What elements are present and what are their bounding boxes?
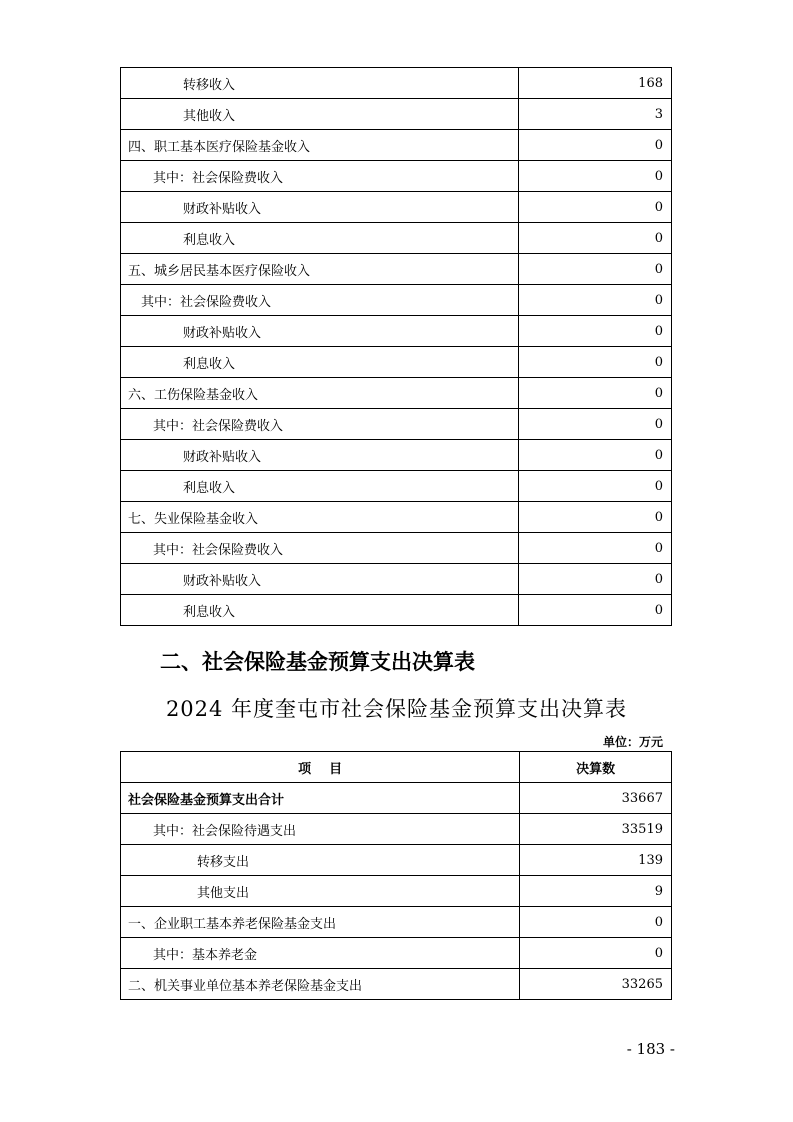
- row-item: 其中：社会保险费收入: [121, 409, 519, 440]
- table-row: [121, 502, 672, 533]
- row-value: 0: [518, 533, 671, 564]
- table-row: [121, 192, 672, 223]
- row-item: 其中：社会保险待遇支出: [121, 814, 520, 845]
- row-item: 社会保险基金预算支出合计: [121, 783, 520, 814]
- row-value: 0: [518, 223, 671, 254]
- table-row: [121, 347, 672, 378]
- row-item: 其中：社会保险费收入: [121, 533, 519, 564]
- row-item: 利息收入: [121, 223, 519, 254]
- section-heading: 二、社会保险基金预算支出决算表: [160, 650, 475, 674]
- table-row: [121, 533, 672, 564]
- table-row: [121, 99, 672, 130]
- row-item: 其中：社会保险费收入: [121, 285, 519, 316]
- table-row: [121, 876, 672, 907]
- row-item: 转移收入: [121, 68, 519, 99]
- row-value: 33519: [520, 814, 672, 845]
- row-value: 168: [518, 68, 671, 99]
- table-header-row: [121, 752, 672, 783]
- row-item: 四、职工基本医疗保险基金收入: [121, 130, 519, 161]
- row-item: 其中：基本养老金: [121, 938, 520, 969]
- table-row: [121, 907, 672, 938]
- table-row: [121, 938, 672, 969]
- unit-label: 单位：万元: [602, 735, 663, 749]
- table-row: [121, 845, 672, 876]
- row-item: 六、工伤保险基金收入: [121, 378, 519, 409]
- row-value: 139: [520, 845, 672, 876]
- row-item: 财政补贴收入: [121, 564, 519, 595]
- row-item: 财政补贴收入: [121, 316, 519, 347]
- table-title: 2024 年度奎屯市社会保险基金预算支出决算表: [165, 697, 628, 721]
- table-row: [121, 223, 672, 254]
- table-row: [121, 969, 672, 1000]
- row-item: 五、城乡居民基本医疗保险收入: [121, 254, 519, 285]
- row-value: 0: [518, 409, 671, 440]
- row-value: 0: [518, 285, 671, 316]
- row-value: 0: [518, 471, 671, 502]
- row-item: 其他支出: [121, 876, 520, 907]
- table-row: [121, 316, 672, 347]
- income-table: [120, 67, 672, 626]
- table-row: [121, 68, 672, 99]
- table-row: [121, 564, 672, 595]
- row-value: 0: [518, 502, 671, 533]
- row-item: 转移支出: [121, 845, 520, 876]
- row-value: 0: [518, 254, 671, 285]
- row-value: 0: [518, 316, 671, 347]
- row-item: 一、企业职工基本养老保险基金支出: [121, 907, 520, 938]
- header-value: 决算数: [520, 752, 672, 783]
- table-row: [121, 783, 672, 814]
- row-value: 33667: [520, 783, 672, 814]
- row-value: 0: [518, 440, 671, 471]
- row-item: 利息收入: [121, 347, 519, 378]
- row-value: 0: [518, 378, 671, 409]
- row-item: 利息收入: [121, 595, 519, 626]
- header-item: 项 目: [121, 752, 520, 783]
- table-row: [121, 378, 672, 409]
- table-row: [121, 161, 672, 192]
- row-value: 0: [518, 564, 671, 595]
- row-value: 0: [520, 938, 672, 969]
- row-item: 财政补贴收入: [121, 192, 519, 223]
- row-item: 其他收入: [121, 99, 519, 130]
- table-row: [121, 409, 672, 440]
- row-value: 0: [518, 192, 671, 223]
- row-value: 0: [518, 595, 671, 626]
- table-row: [121, 254, 672, 285]
- table-row: [121, 440, 672, 471]
- row-value: 0: [518, 347, 671, 378]
- expenditure-table: [120, 751, 672, 1000]
- table-row: [121, 814, 672, 845]
- row-value: 0: [518, 161, 671, 192]
- row-item: 其中：社会保险费收入: [121, 161, 519, 192]
- row-value: 0: [518, 130, 671, 161]
- row-item: 财政补贴收入: [121, 440, 519, 471]
- row-value: 33265: [520, 969, 672, 1000]
- row-item: 利息收入: [121, 471, 519, 502]
- row-value: 3: [518, 99, 671, 130]
- table-row: [121, 285, 672, 316]
- table-row: [121, 471, 672, 502]
- table-row: [121, 595, 672, 626]
- table-row: [121, 130, 672, 161]
- page-number: - 183 -: [626, 1040, 675, 1058]
- row-item: 二、机关事业单位基本养老保险基金支出: [121, 969, 520, 1000]
- row-value: 9: [520, 876, 672, 907]
- row-value: 0: [520, 907, 672, 938]
- row-item: 七、失业保险基金收入: [121, 502, 519, 533]
